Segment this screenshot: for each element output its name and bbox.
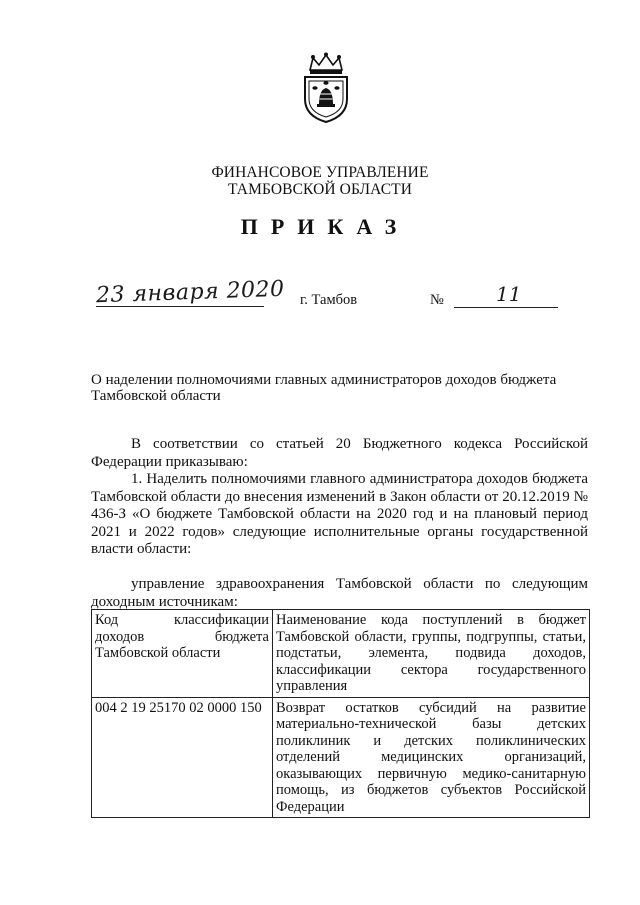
handwritten-date: 23 января 2020 [95, 276, 285, 309]
body-paragraph-health-department: управление здравоохранения Тамбовской области по следующим доходным источникам: [91, 576, 588, 610]
document-type-title: ПРИКАЗ [240, 214, 410, 239]
city-label: г. Тамбов [300, 292, 358, 308]
coat-of-arms-icon [297, 52, 355, 124]
body-paragraph-intro: В соответствии со статьей 20 Бюджетного кодекса Российской Федерации приказываю: [91, 436, 588, 470]
body-paragraph-item-1: 1. Наделить полномочиями главного администратора доходов бюджета Тамбовской области до внесения изменений в Закон области от 20.12.2019 № 436-З «О бюджете Тамбовской области на 2020 год и на плановый период 2021 и 2022 годов» следующие исполнительные органы государственной власти области: [91, 471, 588, 557]
table-header-row [92, 610, 590, 698]
organization-name-line1: ФИНАНСОВОЕ УПРАВЛЕНИЕ [211, 164, 429, 181]
table-cell-name: Возврат остатков субсидий на развитие материально-технической базы детских поликлиник и детских поликлинических отделений медицинских организаций, оказывающих первичную медико-санитарную помощь, из бюджетов субъектов Российской Федерации [273, 697, 590, 818]
organization-name-line2: ТАМБОВСКОЙ ОБЛАСТИ [228, 181, 412, 198]
number-underline [454, 307, 558, 308]
table-header-code: Код классификации доходов бюджета Тамбовской области [92, 610, 273, 698]
order-subject: О наделении полномочиями главных администраторов доходов бюджета Тамбовской области [91, 372, 557, 404]
table-cell-code: 004 2 19 25170 02 0000 150 [92, 697, 273, 818]
handwritten-order-number: 11 [496, 282, 522, 306]
table-header-name: Наименование кода поступлений в бюджет Тамбовской области, группы, подгруппы, статьи, подстатьи, элемента, подвида доходов, классификации сектора государственного управления [273, 610, 590, 698]
table-row [92, 697, 590, 818]
date-underline [96, 306, 264, 307]
revenue-classification-table [91, 609, 590, 818]
number-sign: № [430, 292, 444, 308]
